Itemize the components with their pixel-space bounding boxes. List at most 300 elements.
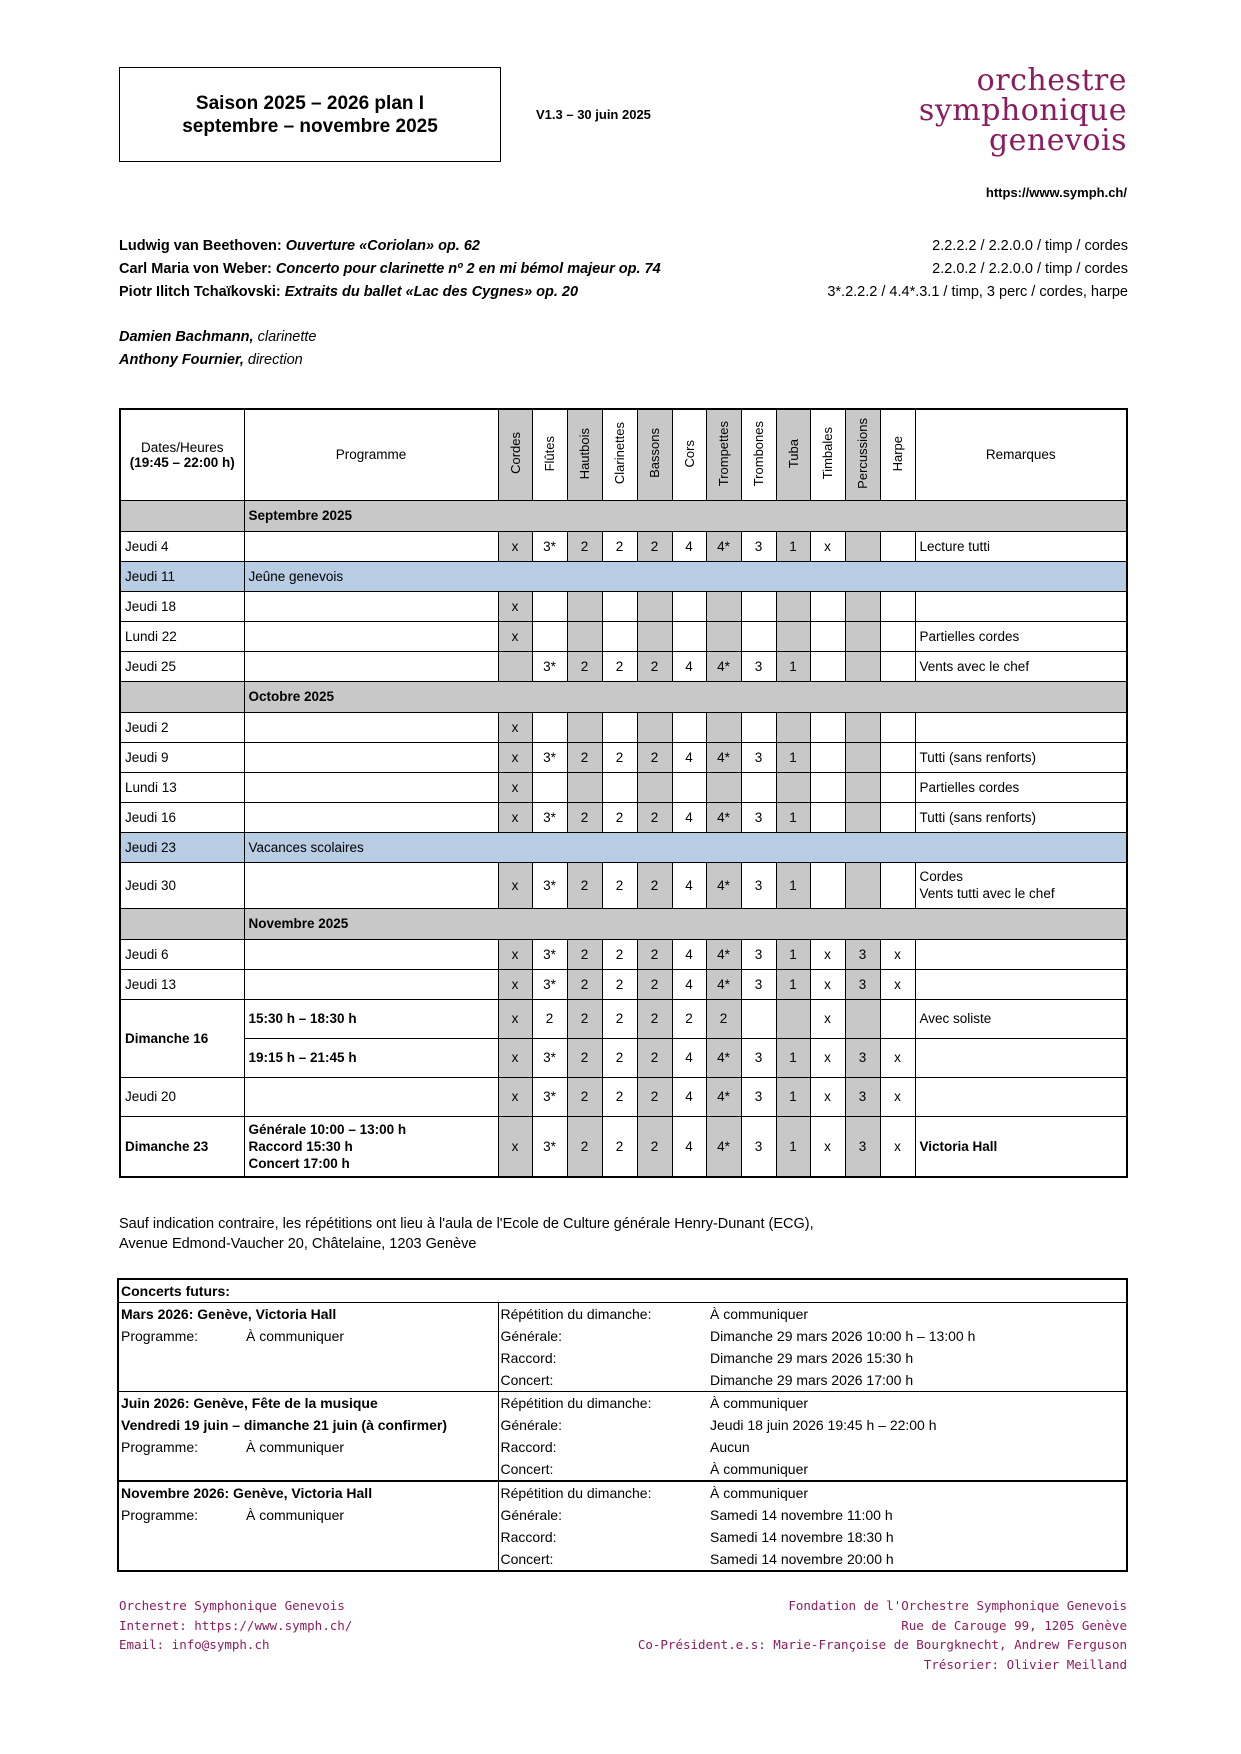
instrument-count (532, 712, 567, 742)
future-row (118, 1347, 1127, 1369)
value: Dimanche 29 mars 2026 17:00 h (710, 1372, 914, 1388)
row-remarks: Avec soliste (915, 999, 1127, 1038)
instrumentation: 3*.2.2.2 / 4.4*.3.1 / timp, 3 perc / cordes, harpe (827, 284, 1128, 300)
row-date: Jeudi 30 (120, 862, 244, 908)
performer (119, 349, 316, 372)
instrument-count: 2 (637, 1038, 672, 1077)
instrument-count: x (810, 999, 845, 1038)
instrument-count: 4 (672, 939, 706, 969)
instrument-count: 3 (845, 939, 880, 969)
value: À communiquer (246, 1439, 345, 1455)
instrument-count (845, 772, 880, 802)
future-row (118, 1481, 1127, 1504)
instrument-count: 3 (741, 802, 776, 832)
month-row (120, 500, 1127, 531)
instrument-count: x (880, 969, 915, 999)
work-item (119, 258, 1128, 281)
row-programme (244, 651, 498, 681)
table-row (120, 1038, 1127, 1077)
value: Samedi 14 novembre 18:30 h (710, 1529, 894, 1545)
footer-line: Rue de Carouge 99, 1205 Genève (901, 1617, 1127, 1633)
row-programme (244, 531, 498, 561)
instrument-count: 3 (741, 1038, 776, 1077)
instrument-count (880, 651, 915, 681)
row-programme (244, 862, 498, 908)
instrument-count (567, 621, 602, 651)
instrument-count (567, 712, 602, 742)
instrument-count: 2 (672, 999, 706, 1038)
instrument-count (880, 862, 915, 908)
row-date: Jeudi 6 (120, 939, 244, 969)
instrument-count: 2 (602, 862, 637, 908)
instrument-count: x (810, 1116, 845, 1177)
instrument-count: x (498, 999, 532, 1038)
instrument-count (845, 531, 880, 561)
instrument-count (776, 591, 810, 621)
footer-email[interactable]: Email: info@symph.ch (119, 1637, 270, 1652)
instrument-count: 3 (741, 651, 776, 681)
header-tuba (776, 409, 810, 500)
row-programme (244, 772, 498, 802)
month-label: Novembre 2025 (244, 908, 1127, 939)
instrument-count (602, 712, 637, 742)
orchestra-logo (905, 63, 1127, 158)
instrument-count: 2 (567, 531, 602, 561)
row-programme: 19:15 h – 21:45 h (244, 1038, 498, 1077)
instrument-count (741, 712, 776, 742)
month-row (120, 908, 1127, 939)
footer-website[interactable]: Internet: https://www.symph.ch/ (119, 1617, 353, 1633)
table-row (120, 621, 1127, 651)
instrument-count: 2 (602, 802, 637, 832)
header-label: Bassons (647, 428, 662, 479)
instrument-count: 2 (602, 939, 637, 969)
instrument-count: 2 (532, 999, 567, 1038)
instrument-count (880, 742, 915, 772)
header-bassons (637, 409, 672, 500)
instrument-count (776, 621, 810, 651)
row-remarks (915, 591, 1127, 621)
future-row (118, 1526, 1127, 1548)
row-date: Jeudi 23 (120, 832, 244, 862)
label: Répétition du dimanche: (498, 1392, 708, 1415)
instrument-count: 2 (602, 742, 637, 772)
instrument-count: x (880, 1038, 915, 1077)
instrument-count: 2 (567, 651, 602, 681)
instrument-count: x (498, 802, 532, 832)
season-period: septembre – novembre 2025 (182, 115, 438, 137)
concert-title: Juin 2026: Genève, Fête de la musique (118, 1392, 498, 1415)
footer-line: Co-Président.e.s: Marie-Françoise de Bourgknecht, Andrew Ferguson (637, 1637, 1127, 1652)
row-date: Dimanche 16 (120, 999, 244, 1077)
work-title: Concerto pour clarinette nº 2 en mi bémol majeur op. 74 (275, 261, 661, 277)
instrument-count: 3* (532, 1038, 567, 1077)
row-programme (244, 1116, 498, 1177)
instrument-count (741, 621, 776, 651)
instrument-count: 2 (567, 999, 602, 1038)
instrument-count: 1 (776, 1116, 810, 1177)
table-row (120, 999, 1127, 1038)
value: Dimanche 29 mars 2026 10:00 h – 13:00 h (710, 1328, 976, 1344)
label: Concert: (498, 1458, 708, 1481)
instrument-count: 2 (567, 1038, 602, 1077)
website-link[interactable]: https://www.symph.ch/ (985, 185, 1127, 200)
future-concerts-table (117, 1278, 1128, 1572)
row-date: Lundi 22 (120, 621, 244, 651)
future-row (118, 1392, 1127, 1415)
instrument-count: 2 (567, 862, 602, 908)
row-remarks: Partielles cordes (915, 772, 1127, 802)
instrument-count: x (498, 621, 532, 651)
row-date: Jeudi 11 (120, 561, 244, 591)
instrument-count: x (498, 1077, 532, 1116)
row-date: Jeudi 9 (120, 742, 244, 772)
instrument-count: 3* (532, 651, 567, 681)
instrument-count: 3 (741, 1077, 776, 1116)
instrument-count (845, 862, 880, 908)
row-date: Dimanche 23 (120, 1116, 244, 1177)
instrument-count: 4* (706, 742, 741, 772)
header-label: Cordes (507, 432, 523, 475)
header-label: Flûtes (542, 435, 557, 471)
header-label: Clarinettes (612, 422, 627, 485)
instrument-count: 2 (567, 742, 602, 772)
value: À communiquer (708, 1481, 1127, 1504)
header-label: Hautbois (577, 427, 592, 479)
instrument-count: 4 (672, 651, 706, 681)
row-date: Jeudi 13 (120, 969, 244, 999)
instrumentation: 2.2.2.2 / 2.2.0.0 / timp / cordes (932, 238, 1128, 254)
instrument-count (810, 742, 845, 772)
instrument-count: 4 (672, 862, 706, 908)
instrument-count: 4* (706, 1038, 741, 1077)
row-programme: Jeûne genevois (244, 561, 1127, 591)
instrument-count (845, 591, 880, 621)
header-clarinettes (602, 409, 637, 500)
instrument-count: x (498, 939, 532, 969)
instrument-count (776, 999, 810, 1038)
instrument-count (810, 712, 845, 742)
instrument-count (741, 591, 776, 621)
label: Programme: (121, 1507, 199, 1523)
instrument-count: 1 (776, 1077, 810, 1116)
footer-left (119, 1596, 352, 1655)
future-heading-row (118, 1279, 1127, 1303)
row-programme: 15:30 h – 18:30 h (244, 999, 498, 1038)
value: À communiquer (708, 1303, 1127, 1326)
instrument-count: x (498, 742, 532, 772)
instrument-count: 2 (637, 742, 672, 772)
instrument-count: 1 (776, 531, 810, 561)
instrument-count: x (810, 531, 845, 561)
instrument-count (672, 591, 706, 621)
season-title-box (119, 67, 501, 162)
instrument-count (880, 621, 915, 651)
future-row (118, 1458, 1127, 1481)
instrument-count (845, 621, 880, 651)
location-line: Sauf indication contraire, les répétitions ont lieu à l'aula de l'Ecole de Culture générale Henry-Dunant (ECG), (119, 1216, 814, 1232)
instrument-count (567, 591, 602, 621)
composer: Carl Maria von Weber: (119, 261, 272, 277)
instrument-count: 1 (776, 939, 810, 969)
value: Dimanche 29 mars 2026 15:30 h (710, 1350, 914, 1366)
row-remarks: Partielles cordes (915, 621, 1127, 651)
row-programme (244, 1077, 498, 1116)
instrument-count (845, 999, 880, 1038)
value: Samedi 14 novembre 11:00 h (710, 1507, 893, 1523)
instrument-count (741, 999, 776, 1038)
instrument-count (776, 712, 810, 742)
instrument-count: 1 (776, 802, 810, 832)
footer-line: Fondation de l'Orchestre Symphonique Genevois (788, 1598, 1127, 1613)
holiday-row (120, 832, 1127, 862)
instrument-count (637, 772, 672, 802)
header-label: Timbales (820, 427, 835, 480)
row-programme (244, 591, 498, 621)
instrument-count: 4 (672, 969, 706, 999)
composer: Ludwig van Beethoven: (119, 238, 282, 254)
instrument-count (810, 651, 845, 681)
row-programme (244, 802, 498, 832)
instrument-count: x (498, 1038, 532, 1077)
composer: Piotr Ilitch Tchaïkovski: (119, 284, 281, 300)
value: À communiquer (246, 1507, 345, 1523)
instrument-count: 3* (532, 742, 567, 772)
table-row (120, 939, 1127, 969)
label: Répétition du dimanche: (498, 1481, 708, 1504)
instrument-count (880, 999, 915, 1038)
performer-name: Damien Bachmann, (119, 329, 254, 345)
row-date: Jeudi 18 (120, 591, 244, 621)
instrument-count: x (498, 591, 532, 621)
future-row (118, 1504, 1127, 1526)
instrument-count (567, 772, 602, 802)
label: Raccord: (498, 1347, 708, 1369)
instrument-count: 4* (706, 1116, 741, 1177)
instrument-count: 2 (637, 969, 672, 999)
value: À communiquer (246, 1328, 345, 1344)
row-remarks: Victoria Hall (915, 1116, 1127, 1177)
instrument-count (672, 712, 706, 742)
instrument-count: 2 (637, 999, 672, 1038)
work-item (119, 281, 1128, 304)
instrument-count: 3 (845, 969, 880, 999)
header-label: Tuba (785, 438, 801, 468)
instrument-count: 2 (637, 862, 672, 908)
row-programme (244, 712, 498, 742)
instrument-count: 3* (532, 969, 567, 999)
value: Samedi 14 novembre 20:00 h (710, 1551, 894, 1567)
concert-title: Mars 2026: Genève, Victoria Hall (118, 1303, 498, 1326)
label: Générale: (498, 1325, 708, 1347)
instrument-count: 3 (845, 1116, 880, 1177)
holiday-row (120, 561, 1127, 591)
programme-line: Concert 17:00 h (248, 1155, 350, 1171)
instrument-count (498, 651, 532, 681)
instrument-count: 2 (567, 1116, 602, 1177)
instrument-count: 4* (706, 939, 741, 969)
row-remarks: Tutti (sans renforts) (915, 802, 1127, 832)
instrument-count: x (810, 939, 845, 969)
row-remarks (915, 1038, 1127, 1077)
logo-line-3: genevois (988, 123, 1127, 158)
row-date: Lundi 13 (120, 772, 244, 802)
value: Jeudi 18 juin 2026 19:45 h – 22:00 h (710, 1417, 937, 1433)
location-line: Avenue Edmond-Vaucher 20, Châtelaine, 1203 Genève (119, 1236, 477, 1252)
label: Concert: (498, 1548, 708, 1571)
instrument-count (672, 772, 706, 802)
instrument-count: 2 (602, 531, 637, 561)
label: Concert: (498, 1369, 708, 1392)
instrument-count: 1 (776, 1038, 810, 1077)
row-remarks (915, 712, 1127, 742)
concert-title: Novembre 2026: Genève, Victoria Hall (118, 1481, 498, 1504)
instrument-count (637, 621, 672, 651)
performer-role: clarinette (257, 329, 317, 345)
instrument-count: x (810, 1038, 845, 1077)
instrument-count: 2 (567, 802, 602, 832)
instrument-count: 4 (672, 531, 706, 561)
instrument-count (880, 531, 915, 561)
instrument-count: 3 (741, 939, 776, 969)
header-trombones (741, 409, 776, 500)
instrument-count: x (880, 939, 915, 969)
instrument-count: 2 (602, 1077, 637, 1116)
instrument-count: 2 (637, 531, 672, 561)
instrument-count: x (810, 1077, 845, 1116)
instrument-count: 3* (532, 1077, 567, 1116)
table-row (120, 712, 1127, 742)
instrument-count (602, 591, 637, 621)
row-programme: Vacances scolaires (244, 832, 1127, 862)
programme-line: Raccord 15:30 h (248, 1138, 353, 1154)
work-item (119, 235, 1128, 258)
label: Raccord: (498, 1436, 708, 1458)
header-label: Cors (681, 439, 697, 467)
remark-line: Cordes (919, 869, 964, 884)
row-date: Jeudi 4 (120, 531, 244, 561)
instrument-count (880, 772, 915, 802)
instrument-count: 2 (567, 939, 602, 969)
label: Répétition du dimanche: (498, 1303, 708, 1326)
instrument-count: x (498, 712, 532, 742)
instrumentation: 2.2.0.2 / 2.2.0.0 / timp / cordes (932, 261, 1128, 277)
row-programme (244, 621, 498, 651)
instrument-count: 2 (602, 969, 637, 999)
instrument-count: 4* (706, 802, 741, 832)
table-row (120, 1116, 1127, 1177)
table-row (120, 862, 1127, 908)
header-label: Percussions (855, 417, 870, 489)
table-row (120, 742, 1127, 772)
header-dates-label: Dates/Heures (140, 439, 224, 455)
instrument-count (706, 621, 741, 651)
footer-line: Trésorier: Olivier Meilland (923, 1656, 1127, 1672)
instrument-count: 2 (637, 651, 672, 681)
instrument-count: 2 (637, 939, 672, 969)
row-remarks (915, 969, 1127, 999)
performer-name: Anthony Fournier, (119, 352, 244, 368)
header-hautbois (567, 409, 602, 500)
header-percussions (845, 409, 880, 500)
label: Générale: (498, 1504, 708, 1526)
row-date: Jeudi 25 (120, 651, 244, 681)
instrument-count (810, 621, 845, 651)
instrument-count: 2 (602, 1038, 637, 1077)
row-programme (244, 939, 498, 969)
instrument-count: 4* (706, 1077, 741, 1116)
instrument-count: 2 (637, 1116, 672, 1177)
logo-line-2: symphonique (918, 93, 1127, 128)
instrument-count (706, 591, 741, 621)
instrument-count (532, 772, 567, 802)
instrument-count: 4 (672, 802, 706, 832)
instrument-count (810, 802, 845, 832)
instrument-count: 4 (672, 1116, 706, 1177)
header-timbales (810, 409, 845, 500)
header-flutes (532, 409, 567, 500)
instrument-count: x (498, 862, 532, 908)
instrument-count (672, 621, 706, 651)
header-programme: Programme (244, 409, 498, 500)
instrument-count: 2 (567, 969, 602, 999)
logo-line-1: orchestre (976, 63, 1127, 98)
value: À communiquer (708, 1392, 1127, 1415)
row-date: Jeudi 2 (120, 712, 244, 742)
label: Générale: (498, 1414, 708, 1436)
instrument-count: 1 (776, 651, 810, 681)
instrument-count: 1 (776, 742, 810, 772)
instrument-count: 3 (741, 742, 776, 772)
instrument-count: x (880, 1116, 915, 1177)
row-date: Jeudi 20 (120, 1077, 244, 1116)
instrument-count (706, 712, 741, 742)
row-programme (244, 742, 498, 772)
instrument-count: x (498, 772, 532, 802)
instrument-count: 3* (532, 939, 567, 969)
performer (119, 326, 316, 349)
future-row (118, 1369, 1127, 1392)
works-list (119, 235, 1128, 304)
instrument-count: 2 (637, 1077, 672, 1116)
season-title: Saison 2025 – 2026 plan I (195, 92, 425, 114)
label: Raccord: (498, 1526, 708, 1548)
instrument-count (741, 772, 776, 802)
future-row (118, 1325, 1127, 1347)
instrument-count: 2 (637, 802, 672, 832)
instrument-count: 3 (845, 1077, 880, 1116)
row-programme (244, 969, 498, 999)
instrument-count: 3* (532, 1116, 567, 1177)
instrument-count: x (880, 1077, 915, 1116)
header-dates (120, 409, 244, 500)
future-row (118, 1548, 1127, 1571)
instrument-count: 3 (741, 1116, 776, 1177)
future-row (118, 1436, 1127, 1458)
rehearsal-location-note (119, 1214, 814, 1254)
table-row (120, 772, 1127, 802)
instrument-count: 4* (706, 969, 741, 999)
instrument-count (810, 862, 845, 908)
instrument-count (810, 772, 845, 802)
instrument-count (532, 591, 567, 621)
label: Programme: (121, 1328, 199, 1344)
header-label: Harpe (890, 435, 905, 471)
instrument-count: 3 (741, 862, 776, 908)
value: À communiquer (710, 1461, 809, 1477)
instrument-count (880, 802, 915, 832)
header-harpe (880, 409, 915, 500)
